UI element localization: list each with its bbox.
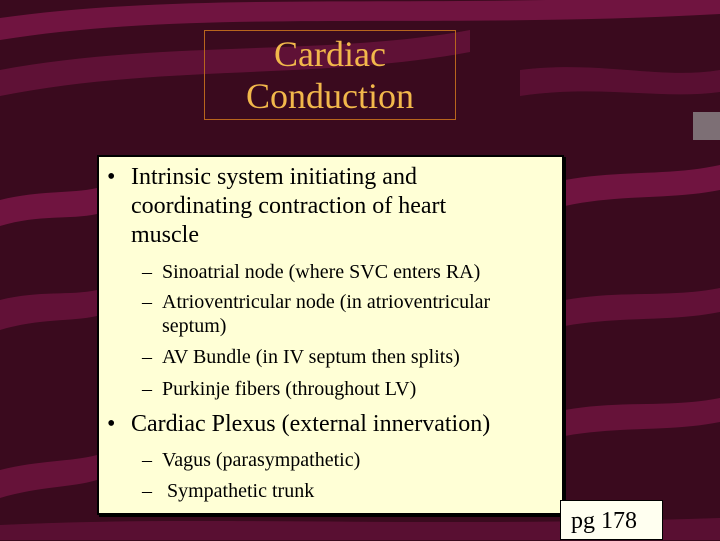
sub-bullet-line: Sinoatrial node (where SVC enters RA) (162, 261, 481, 283)
sub-bullet-vagus (142, 448, 562, 472)
dash-glyph: – (142, 480, 152, 502)
bullet-intrinsic-system (107, 163, 557, 250)
sub-bullet-line: Purkinje fibers (throughout LV) (162, 378, 417, 400)
bullet-cardiac-plexus (107, 410, 562, 439)
sub-bullet-line: Vagus (parasympathetic) (162, 449, 361, 471)
sub-bullet-purkinje (142, 377, 562, 401)
bullet-line: Intrinsic system initiating and (131, 164, 417, 190)
bullet-glyph: • (107, 411, 116, 437)
sub-bullet-line: Atrioventricular node (in atrioventricular (162, 291, 491, 313)
page-reference-badge: pg 178 (560, 500, 663, 540)
title-line-1: Cardiac (274, 34, 386, 74)
bullet-line: coordinating contraction of heart (131, 193, 447, 219)
title-line-2: Conduction (246, 76, 414, 116)
dash-glyph: – (142, 291, 152, 313)
content-panel (97, 155, 564, 515)
sub-bullet-atrioventricular (142, 290, 562, 338)
dash-glyph: – (142, 346, 152, 368)
sub-bullet-sympathetic (142, 479, 562, 503)
sub-bullet-sinoatrial (142, 260, 562, 284)
dash-glyph: – (142, 449, 152, 471)
sub-bullet-line: septum) (162, 315, 227, 337)
bullet-line: Cardiac Plexus (external innervation) (131, 411, 491, 437)
dash-glyph: – (142, 261, 152, 283)
bullet-line: muscle (131, 222, 199, 248)
dash-glyph: – (142, 378, 152, 400)
sub-bullet-av-bundle (142, 345, 562, 369)
sub-bullet-line: AV Bundle (in IV septum then splits) (162, 346, 460, 368)
slide-title (204, 30, 456, 120)
sub-bullet-line: Sympathetic trunk (162, 480, 315, 502)
bullet-glyph: • (107, 164, 116, 190)
